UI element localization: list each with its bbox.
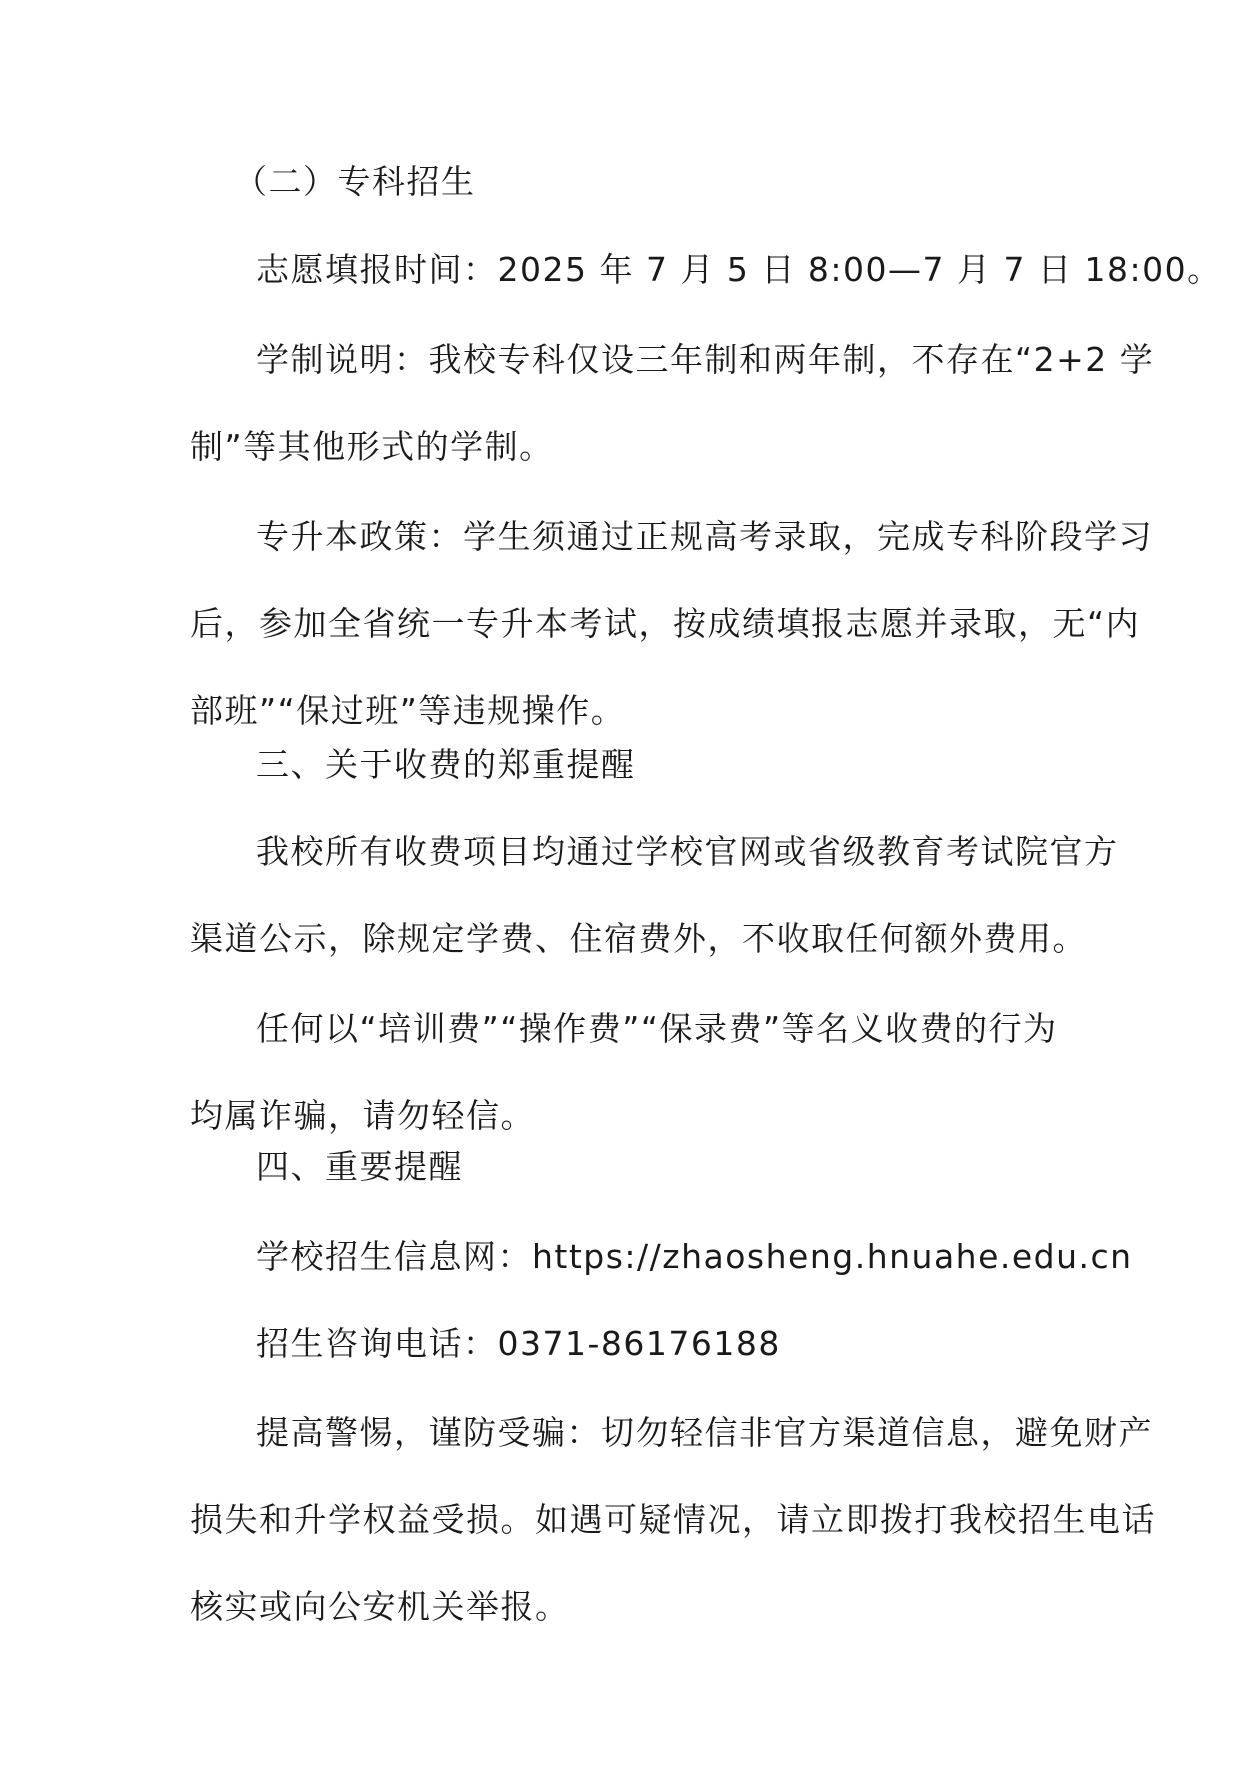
section-2-heading-text: （二）专科招生 — [234, 162, 476, 201]
website-text: 学校招生信息网：https://zhaosheng.hnuahe.edu.cn — [256, 1237, 1133, 1276]
warning-line: 核实或向公安机关举报。 — [190, 1587, 570, 1626]
school-system-line: 制”等其他形式的学制。 — [190, 427, 554, 466]
warning-line: 提高警惕，谨防受骗：切勿轻信非官方渠道信息，避免财产 — [256, 1413, 1153, 1452]
section-3-heading — [190, 721, 1080, 808]
school-system-line: 学制说明：我校专科仅设三年制和两年制，不存在“2+2 学 — [256, 340, 1155, 379]
phone-paragraph — [190, 1300, 1080, 1387]
fee-notice-line: 渠道公示，除规定学费、住宿费外，不收取任何额外费用。 — [190, 919, 1087, 958]
fee-notice-line: 均属诈骗，请勿轻信。 — [190, 1096, 535, 1135]
warning-line: 损失和升学权益受损。如遇可疑情况，请立即拨打我校招生电话 — [190, 1500, 1156, 1539]
application-time-paragraph — [190, 226, 1222, 313]
upgrade-policy-paragraph — [190, 493, 1153, 754]
upgrade-policy-line: 部班”“保过班”等违规操作。 — [190, 691, 626, 730]
school-system-paragraph — [190, 316, 1155, 490]
section-3-heading-text: 三、关于收费的郑重提醒 — [256, 745, 636, 784]
section-4-heading-text: 四、重要提醒 — [256, 1147, 463, 1186]
fee-notice-line: 我校所有收费项目均通过学校官网或省级教育考试院官方 — [256, 832, 1119, 871]
application-time-text: 志愿填报时间：2025 年 7 月 5 日 8:00—7 月 7 日 18:00。 — [256, 250, 1222, 289]
website-paragraph — [190, 1213, 1133, 1300]
warning-paragraph — [190, 1389, 1156, 1650]
section-2-heading — [190, 138, 1080, 225]
upgrade-policy-line: 专升本政策：学生须通过正规高考录取，完成专科阶段学习 — [256, 517, 1153, 556]
phone-text: 招生咨询电话：0371-86176188 — [256, 1324, 781, 1363]
fee-notice-line: 任何以“培训费”“操作费”“保录费”等名义收费的行为 — [256, 1009, 1058, 1048]
section-4-heading — [190, 1123, 1080, 1210]
upgrade-policy-line: 后，参加全省统一专升本考试，按成绩填报志愿并录取，无“内 — [190, 604, 1141, 643]
fee-notice-paragraph-1 — [190, 808, 1119, 982]
